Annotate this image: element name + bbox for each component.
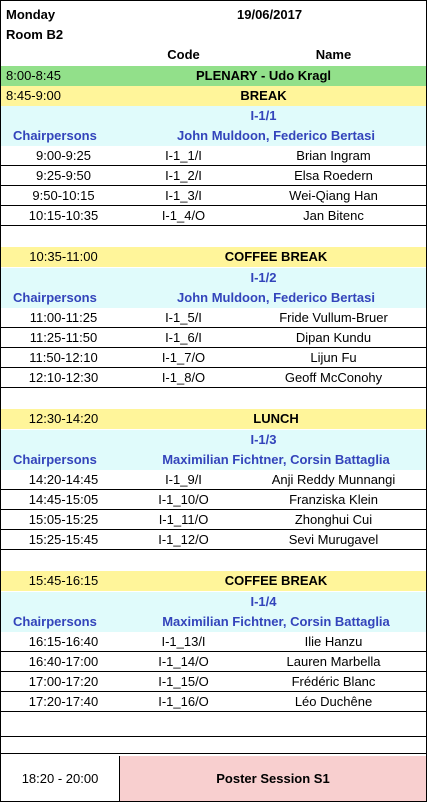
talk-speaker: Franziska Klein (289, 492, 378, 507)
break-time: 8:45-9:00 (6, 88, 61, 103)
session-header (1, 268, 426, 288)
talk-code: I-1_5/I (165, 310, 202, 325)
lunch-title: LUNCH (253, 411, 299, 426)
talk-code: I-1_15/O (158, 674, 209, 689)
chairpersons-row (1, 126, 426, 146)
talk-code: I-1_2/I (165, 168, 202, 183)
talk-time: 15:05-15:25 (28, 512, 99, 527)
talk-time: 14:45-15:05 (28, 492, 99, 507)
chairpersons-names: Maximilian Fichtner, Corsin Battaglia (162, 614, 390, 629)
talk-time: 16:40-17:00 (28, 654, 99, 669)
talk-time: 12:10-12:30 (28, 370, 99, 385)
talk-code: I-1_16/O (158, 694, 209, 709)
break-title: BREAK (240, 88, 287, 103)
talk-speaker: Ilie Hanzu (304, 634, 363, 649)
session-header (1, 592, 426, 612)
talk-time: 9:50-10:15 (32, 188, 95, 203)
plenary-row (1, 66, 426, 86)
talk-code: I-1_9/I (165, 472, 202, 487)
talk-code: I-1_4/O (161, 208, 206, 223)
poster-session-row (1, 756, 426, 801)
talk-speaker: Wei-Qiang Han (289, 188, 378, 203)
chairpersons-label: Chairpersons (13, 290, 97, 305)
room-label: Room B2 (6, 27, 64, 42)
talk-row (1, 510, 426, 530)
lunch-row (1, 409, 426, 429)
talk-code: I-1_12/O (158, 532, 209, 547)
talk-code: I-1_10/O (158, 492, 209, 507)
chairpersons-names: Maximilian Fichtner, Corsin Battaglia (162, 452, 390, 467)
header-row-room (1, 25, 426, 45)
coffee-break-title: COFFEE BREAK (224, 249, 328, 264)
talk-row (1, 166, 426, 186)
session-id: I-1/2 (250, 270, 277, 285)
talk-speaker: Elsa Roedern (294, 168, 373, 183)
poster-session-title: Poster Session S1 (120, 756, 426, 801)
column-headers (1, 45, 426, 65)
column-header-name: Name (315, 47, 352, 62)
chairpersons-label: Chairpersons (13, 614, 97, 629)
talk-speaker: Lijun Fu (310, 350, 357, 365)
header-row-day (1, 5, 426, 25)
talk-code: I-1_3/I (165, 188, 202, 203)
chairpersons-row (1, 450, 426, 470)
chairpersons-label: Chairpersons (13, 128, 97, 143)
talk-row (1, 206, 426, 226)
talk-time: 9:25-9:50 (36, 168, 91, 183)
talk-code: I-1_8/O (161, 370, 206, 385)
poster-session-time: 18:20 - 20:00 (21, 771, 99, 786)
talk-speaker: Léo Duchêne (294, 694, 373, 709)
talk-row (1, 308, 426, 328)
coffee-break-time: 15:45-16:15 (28, 573, 99, 588)
talk-code: I-1_1/I (165, 148, 202, 163)
chairpersons-row (1, 288, 426, 308)
talk-code: I-1_13/I (161, 634, 206, 649)
talk-row (1, 672, 426, 692)
session-header (1, 430, 426, 450)
chairpersons-names: John Muldoon, Federico Bertasi (177, 290, 375, 305)
talk-time: 14:20-14:45 (28, 472, 99, 487)
talk-code: I-1_14/O (158, 654, 209, 669)
talk-speaker: Geoff McConohy (284, 370, 383, 385)
talk-code: I-1_7/O (161, 350, 206, 365)
talk-time: 9:00-9:25 (36, 148, 91, 163)
talk-time: 11:50-12:10 (29, 350, 98, 365)
talk-speaker: Lauren Marbella (286, 654, 381, 669)
chairpersons-row (1, 612, 426, 632)
day-label: Monday (6, 7, 56, 22)
coffee-break-time: 10:35-11:00 (29, 249, 98, 264)
talk-row (1, 490, 426, 510)
talk-row (1, 652, 426, 672)
divider-line (1, 753, 426, 754)
talk-row (1, 632, 426, 652)
talk-time: 10:15-10:35 (28, 208, 99, 223)
date-label: 19/06/2017 (237, 7, 303, 22)
plenary-title: PLENARY - Udo Kragl (195, 68, 332, 83)
talk-time: 11:00-11:25 (29, 310, 98, 325)
column-header-code: Code (167, 47, 200, 62)
talk-time: 11:25-11:50 (29, 330, 98, 345)
talk-speaker: Dipan Kundu (295, 330, 372, 345)
talk-row (1, 146, 426, 166)
talk-row (1, 328, 426, 348)
chairpersons-label: Chairpersons (13, 452, 97, 467)
talk-time: 15:25-15:45 (28, 532, 99, 547)
talk-code: I-1_11/O (158, 512, 209, 527)
coffee-break-title: COFFEE BREAK (224, 573, 328, 588)
talk-row (1, 348, 426, 368)
session-id: I-1/3 (250, 432, 277, 447)
divider-line (1, 736, 426, 737)
talk-time: 17:00-17:20 (28, 674, 99, 689)
talk-row (1, 470, 426, 490)
talk-speaker: Sevi Murugavel (288, 532, 379, 547)
lunch-time: 12:30-14:20 (28, 411, 99, 426)
coffee-break-row (1, 571, 426, 591)
talk-time: 16:15-16:40 (28, 634, 99, 649)
plenary-time: 8:00-8:45 (6, 68, 61, 83)
talk-time: 17:20-17:40 (28, 694, 99, 709)
coffee-break-row (1, 247, 426, 267)
talk-speaker: Frédéric Blanc (291, 674, 376, 689)
session-id: I-1/4 (250, 594, 277, 609)
talk-code: I-1_6/I (165, 330, 202, 345)
talk-speaker: Anji Reddy Munnangi (271, 472, 396, 487)
chairpersons-names: John Muldoon, Federico Bertasi (177, 128, 375, 143)
talk-speaker: Zhonghui Cui (294, 512, 373, 527)
talk-speaker: Jan Bitenc (303, 208, 364, 223)
break-row (1, 86, 426, 106)
talk-speaker: Fride Vullum-Bruer (279, 310, 388, 325)
talk-row (1, 530, 426, 550)
talk-speaker: Brian Ingram (296, 148, 371, 163)
session-id: I-1/1 (250, 108, 277, 123)
talk-row (1, 186, 426, 206)
session-header (1, 106, 426, 126)
talk-row (1, 368, 426, 388)
talk-row (1, 692, 426, 712)
